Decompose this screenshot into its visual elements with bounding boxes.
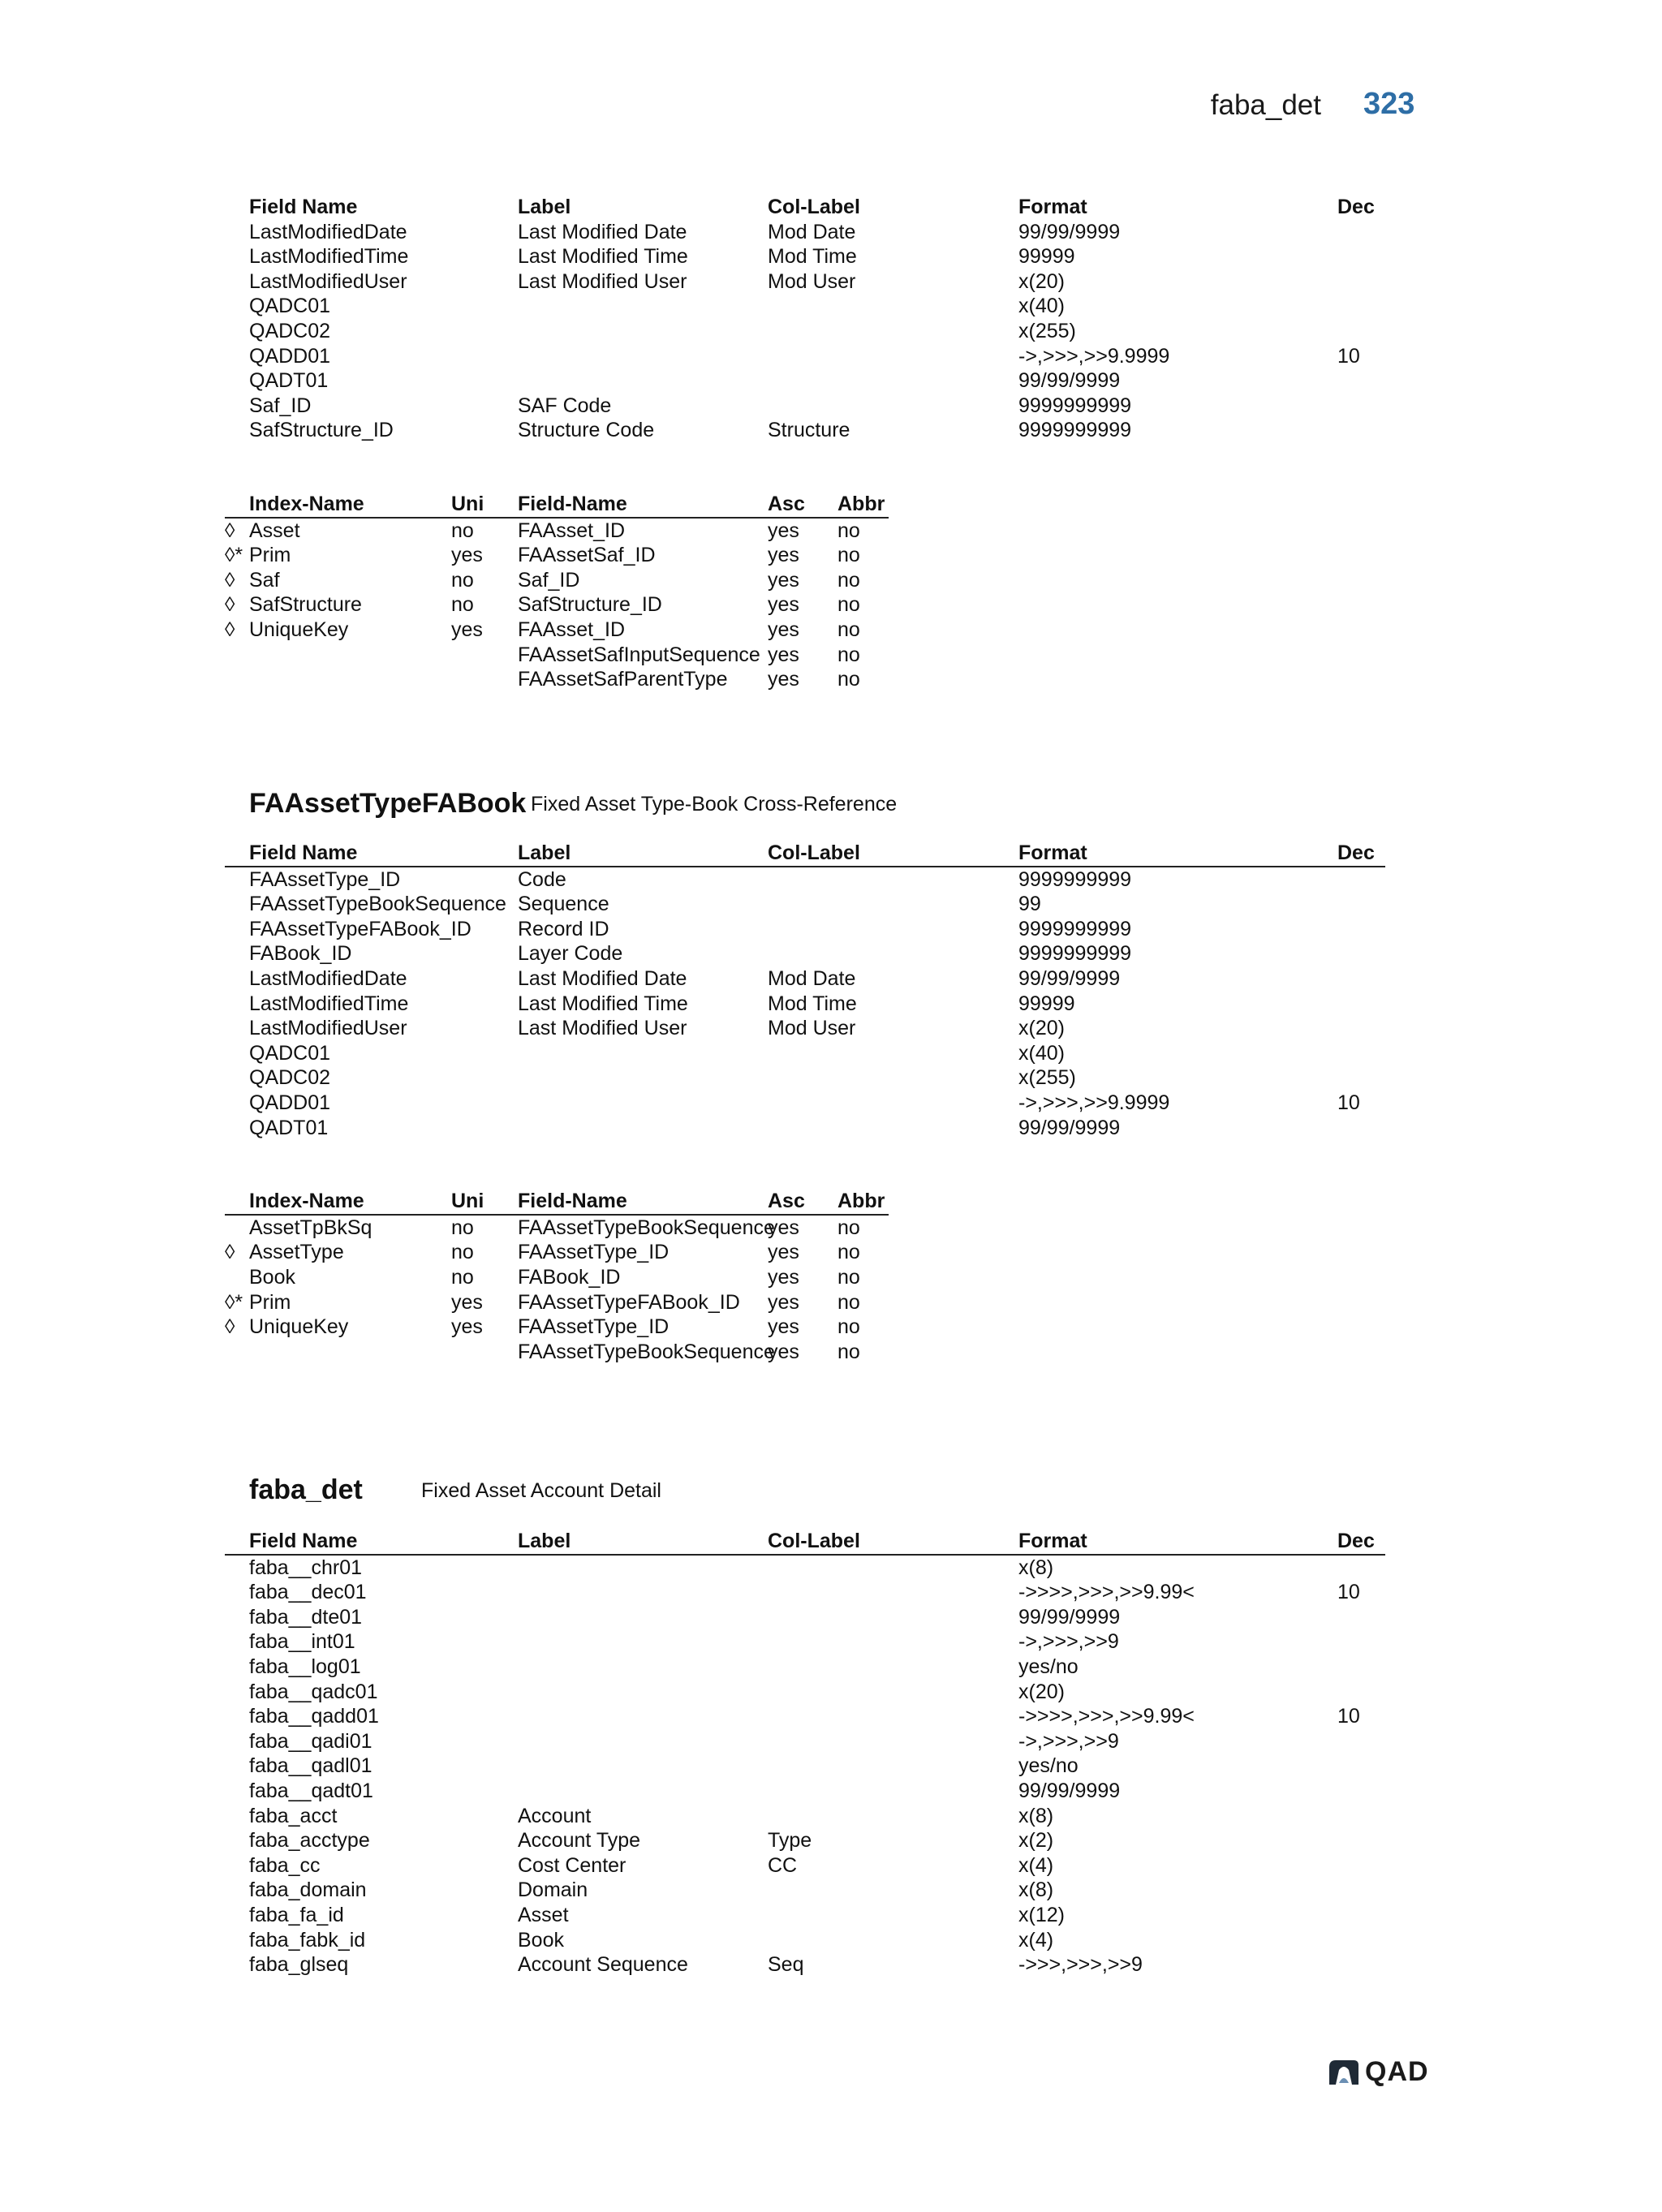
col-format: Format [1018, 1530, 1087, 1552]
field-name-cell: QADC01 [249, 1041, 331, 1065]
abbr-cell: no [837, 1315, 860, 1339]
col-index-field-name: Field-Name [518, 492, 627, 515]
field-name-cell: LastModifiedDate [249, 220, 407, 243]
index-field-name-cell: FAAsset_ID [518, 618, 625, 641]
uni-cell: yes [451, 1315, 483, 1339]
index-marker: ◊ [225, 1315, 235, 1339]
index-field-name-cell: FAAssetTypeFABook_ID [518, 1290, 740, 1314]
format-cell: x(20) [1018, 1017, 1065, 1040]
label-cell: Layer Code [518, 942, 623, 966]
label-cell: Last Modified User [518, 269, 687, 293]
label-cell: Account Type [518, 1829, 641, 1853]
label-cell: Last Modified Time [518, 992, 688, 1015]
index-name-cell: UniqueKey [249, 618, 349, 641]
col-label-cell: Mod Time [768, 992, 857, 1015]
table-row [225, 867, 1385, 893]
table-row [225, 966, 1385, 992]
abbr-cell: no [837, 1290, 860, 1314]
table-description: Fixed Asset Account Detail [421, 1479, 661, 1502]
index-name-cell: AssetType [249, 1241, 344, 1264]
col-label-cell: Mod User [768, 269, 856, 293]
format-cell: yes/no [1018, 1655, 1079, 1678]
field-name-cell: SafStructure_ID [249, 419, 394, 442]
asc-cell: yes [768, 519, 799, 542]
table-row [225, 1754, 1385, 1779]
table-row [225, 1290, 889, 1315]
field-name-cell: faba__qadi01 [249, 1729, 372, 1753]
col-field-name: Field Name [249, 841, 358, 864]
label-cell: Record ID [518, 917, 609, 940]
uni-cell: yes [451, 544, 483, 567]
format-cell: x(4) [1018, 1928, 1054, 1952]
uni-cell: no [451, 568, 474, 592]
section-faassettypefabook [225, 784, 1385, 1364]
label-cell: Last Modified Date [518, 966, 687, 990]
table-row [225, 344, 1385, 369]
field-name-cell: faba_fa_id [249, 1903, 344, 1926]
abbr-cell: no [837, 519, 860, 542]
qad-logo-icon [1328, 2059, 1360, 2086]
index-marker: ◊* [225, 544, 243, 567]
field-table [225, 1529, 1385, 1977]
format-cell: ->,>>>,>>9.9999 [1018, 344, 1170, 368]
col-label-cell: CC [768, 1853, 798, 1877]
table-row [225, 1704, 1385, 1729]
col-label: Label [518, 196, 571, 218]
format-cell: x(2) [1018, 1829, 1054, 1853]
field-name-cell: LastModifiedUser [249, 1017, 407, 1040]
field-name-cell: FAAssetTypeFABook_ID [249, 917, 471, 940]
table-description: Fixed Asset Type-Book Cross-Reference [531, 793, 898, 816]
table-row [225, 1605, 1385, 1630]
uni-cell: yes [451, 618, 483, 641]
index-marker: ◊ [225, 519, 235, 542]
table-row [225, 294, 1385, 319]
field-name-cell: faba_fabk_id [249, 1928, 366, 1952]
col-col-label: Col-Label [768, 841, 860, 864]
running-header-title: faba_det [1210, 89, 1321, 121]
table-row [225, 1680, 1385, 1705]
format-cell: ->>>>,>>>,>>9.99< [1018, 1705, 1195, 1728]
table-row [225, 1878, 1385, 1903]
field-name-cell: FABook_ID [249, 942, 352, 966]
col-dec: Dec [1337, 196, 1375, 218]
table-row [225, 1091, 1385, 1116]
label-cell: Last Modified User [518, 1017, 687, 1040]
table-row [225, 941, 1385, 966]
index-table [225, 1189, 889, 1364]
field-name-cell: LastModifiedTime [249, 992, 409, 1015]
uni-cell: no [451, 519, 474, 542]
index-marker: ◊ [225, 618, 235, 641]
field-name-cell: FAAssetTypeBookSequence [249, 893, 506, 916]
label-cell: Code [518, 867, 566, 891]
col-label: Label [518, 1530, 571, 1552]
index-name-cell: AssetTpBkSq [249, 1216, 372, 1239]
field-name-cell: faba__qadd01 [249, 1705, 379, 1728]
col-label-cell: Mod Date [768, 220, 856, 243]
index-name-cell: Saf [249, 568, 280, 592]
table-row [225, 1828, 1385, 1853]
index-name-cell: SafStructure [249, 593, 362, 617]
format-cell: x(12) [1018, 1903, 1065, 1926]
index-field-name-cell: FAAssetType_ID [518, 1241, 670, 1264]
index-field-name-cell: FAAssetSaf_ID [518, 544, 656, 567]
field-name-cell: faba__qadt01 [249, 1779, 373, 1802]
table-name: FAAssetTypeFABook [249, 788, 527, 819]
format-cell: 99/99/9999 [1018, 220, 1121, 243]
index-table-header [225, 1189, 889, 1216]
format-cell: 9999999999 [1018, 394, 1132, 417]
col-index-name: Index-Name [249, 492, 364, 515]
format-cell: 99 [1018, 893, 1041, 916]
table-row [225, 269, 1385, 295]
table-row [225, 1556, 1385, 1581]
label-cell: Account [518, 1804, 592, 1827]
table-row [225, 1804, 1385, 1829]
table-row [225, 667, 889, 692]
col-abbr: Abbr [837, 1190, 885, 1213]
index-field-name-cell: FAAssetTypeBookSequence [518, 1216, 775, 1239]
field-name-cell: QADC01 [249, 295, 331, 318]
index-field-name-cell: FAAsset_ID [518, 519, 625, 542]
col-asc: Asc [768, 492, 805, 515]
table-row [225, 618, 889, 643]
table-row [225, 1629, 1385, 1655]
field-name-cell: QADD01 [249, 344, 331, 368]
index-marker: ◊ [225, 1241, 235, 1264]
index-name-cell: Book [249, 1265, 295, 1289]
index-field-name-cell: FAAssetSafInputSequence [518, 643, 760, 666]
col-format: Format [1018, 841, 1087, 864]
asc-cell: yes [768, 1290, 799, 1314]
uni-cell: yes [451, 1290, 483, 1314]
format-cell: ->>>,>>>,>>9 [1018, 1953, 1143, 1977]
field-name-cell: QADT01 [249, 369, 329, 393]
col-uni: Uni [451, 492, 484, 515]
format-cell: x(4) [1018, 1853, 1054, 1877]
table-name: faba_det [249, 1474, 363, 1505]
qad-logo [1328, 2056, 1429, 2088]
table-row [225, 992, 1385, 1017]
field-name-cell: QADD01 [249, 1091, 331, 1114]
asc-cell: yes [768, 544, 799, 567]
col-index-field-name: Field-Name [518, 1190, 627, 1213]
table-row [225, 1952, 1385, 1977]
abbr-cell: no [837, 1265, 860, 1289]
table-row [225, 1853, 1385, 1878]
index-field-name-cell: Saf_ID [518, 568, 580, 592]
table-row [225, 1903, 1385, 1928]
col-dec: Dec [1337, 1530, 1375, 1552]
field-name-cell: LastModifiedTime [249, 245, 409, 269]
uni-cell: no [451, 1241, 474, 1264]
field-table-header [225, 1529, 1385, 1556]
abbr-cell: no [837, 643, 860, 666]
col-label: Label [518, 841, 571, 864]
format-cell: ->,>>>,>>9 [1018, 1729, 1119, 1753]
page-number: 323 [1363, 87, 1415, 121]
col-label-cell: Mod Time [768, 245, 857, 269]
asc-cell: yes [768, 1216, 799, 1239]
field-name-cell: FAAssetType_ID [249, 867, 401, 891]
field-name-cell: faba_acctype [249, 1829, 370, 1853]
table-row [225, 220, 1385, 245]
col-label-cell: Mod User [768, 1017, 856, 1040]
format-cell: 99/99/9999 [1018, 1779, 1121, 1802]
table-row [225, 892, 1385, 917]
label-cell: Last Modified Time [518, 245, 688, 269]
format-cell: 99/99/9999 [1018, 1116, 1121, 1139]
index-name-cell: Asset [249, 519, 300, 542]
label-cell: Asset [518, 1903, 569, 1926]
table-row [225, 319, 1385, 344]
label-cell: Sequence [518, 893, 609, 916]
asc-cell: yes [768, 568, 799, 592]
format-cell: 9999999999 [1018, 942, 1132, 966]
format-cell: x(20) [1018, 1680, 1065, 1703]
field-name-cell: faba__dte01 [249, 1605, 363, 1629]
col-label-cell: Seq [768, 1953, 804, 1977]
col-uni: Uni [451, 1190, 484, 1213]
section-continued [225, 195, 1385, 692]
uni-cell: no [451, 593, 474, 617]
table-row [225, 1216, 889, 1241]
table-row [225, 519, 889, 544]
table-row [225, 1580, 1385, 1605]
table-row [225, 1779, 1385, 1804]
asc-cell: yes [768, 1265, 799, 1289]
field-table-header [225, 841, 1385, 867]
format-cell: x(40) [1018, 1041, 1065, 1065]
format-cell: x(255) [1018, 1066, 1076, 1090]
field-name-cell: LastModifiedDate [249, 966, 407, 990]
index-marker: ◊ [225, 593, 235, 617]
col-field-name: Field Name [249, 196, 358, 218]
abbr-cell: no [837, 1241, 860, 1264]
field-name-cell: LastModifiedUser [249, 269, 407, 293]
asc-cell: yes [768, 643, 799, 666]
field-name-cell: Saf_ID [249, 394, 312, 417]
table-row [225, 1340, 889, 1365]
section-title [225, 1470, 1385, 1506]
abbr-cell: no [837, 618, 860, 641]
table-row [225, 1315, 889, 1340]
index-table [225, 492, 889, 692]
field-name-cell: faba__qadc01 [249, 1680, 378, 1703]
index-field-name-cell: FAAssetTypeBookSequence [518, 1340, 775, 1363]
table-row [225, 1655, 1385, 1680]
format-cell: x(40) [1018, 295, 1065, 318]
format-cell: ->>>>,>>>,>>9.99< [1018, 1581, 1195, 1604]
format-cell: 9999999999 [1018, 419, 1132, 442]
format-cell: 99999 [1018, 245, 1075, 269]
field-name-cell: faba_glseq [249, 1953, 349, 1977]
table-row [225, 1065, 1385, 1091]
format-cell: x(8) [1018, 1804, 1054, 1827]
dec-cell: 10 [1337, 344, 1360, 368]
index-field-name-cell: SafStructure_ID [518, 593, 662, 617]
field-name-cell: faba__log01 [249, 1655, 361, 1678]
index-field-name-cell: FAAssetSafParentType [518, 668, 728, 691]
label-cell: Book [518, 1928, 564, 1952]
format-cell: x(8) [1018, 1878, 1054, 1902]
abbr-cell: no [837, 1216, 860, 1239]
index-field-name-cell: FABook_ID [518, 1265, 621, 1289]
abbr-cell: no [837, 593, 860, 617]
index-marker: ◊* [225, 1290, 243, 1314]
asc-cell: yes [768, 593, 799, 617]
field-name-cell: faba_cc [249, 1853, 321, 1877]
index-name-cell: UniqueKey [249, 1315, 349, 1339]
index-marker: ◊ [225, 568, 235, 592]
table-row [225, 1116, 1385, 1141]
asc-cell: yes [768, 1241, 799, 1264]
format-cell: 9999999999 [1018, 867, 1132, 891]
index-name-cell: Prim [249, 544, 291, 567]
format-cell: 99999 [1018, 992, 1075, 1015]
index-table-header [225, 492, 889, 519]
format-cell: x(255) [1018, 319, 1076, 342]
field-table [225, 841, 1385, 1140]
format-cell: 99/99/9999 [1018, 1605, 1121, 1629]
col-label-cell: Type [768, 1829, 812, 1853]
qad-logo-text: QAD [1365, 2056, 1429, 2087]
format-cell: yes/no [1018, 1754, 1079, 1778]
table-row [225, 1041, 1385, 1066]
field-name-cell: faba__int01 [249, 1630, 355, 1654]
table-row [225, 1265, 889, 1290]
col-label-cell: Mod Date [768, 966, 856, 990]
col-format: Format [1018, 196, 1087, 218]
label-cell: Structure Code [518, 419, 655, 442]
label-cell: Cost Center [518, 1853, 626, 1877]
label-cell: Domain [518, 1878, 588, 1902]
col-asc: Asc [768, 1190, 805, 1213]
label-cell: Last Modified Date [518, 220, 687, 243]
col-field-name: Field Name [249, 1530, 358, 1552]
format-cell: x(20) [1018, 269, 1065, 293]
table-row [225, 568, 889, 593]
section-faba-det [225, 1470, 1385, 1977]
index-field-name-cell: FAAssetType_ID [518, 1315, 670, 1339]
table-row [225, 244, 1385, 269]
uni-cell: no [451, 1216, 474, 1239]
table-row [225, 394, 1385, 419]
col-dec: Dec [1337, 841, 1375, 864]
table-row [225, 543, 889, 568]
col-col-label: Col-Label [768, 196, 860, 218]
asc-cell: yes [768, 618, 799, 641]
format-cell: 99/99/9999 [1018, 369, 1121, 393]
abbr-cell: no [837, 1340, 860, 1363]
dec-cell: 10 [1337, 1705, 1360, 1728]
section-title [225, 784, 1385, 820]
table-row [225, 1016, 1385, 1041]
dec-cell: 10 [1337, 1091, 1360, 1114]
table-row [225, 592, 889, 618]
col-label-cell: Structure [768, 419, 850, 442]
table-row [225, 1928, 1385, 1953]
field-table-header [225, 195, 1385, 220]
asc-cell: yes [768, 1315, 799, 1339]
table-row [225, 368, 1385, 394]
format-cell: ->,>>>,>>9 [1018, 1630, 1119, 1654]
field-name-cell: faba_domain [249, 1878, 367, 1902]
table-row [225, 418, 1385, 443]
col-col-label: Col-Label [768, 1530, 860, 1552]
format-cell: 99/99/9999 [1018, 966, 1121, 990]
field-name-cell: QADC02 [249, 1066, 331, 1090]
asc-cell: yes [768, 668, 799, 691]
field-name-cell: faba__qadl01 [249, 1754, 372, 1778]
table-row [225, 1729, 1385, 1754]
field-name-cell: faba__dec01 [249, 1581, 367, 1604]
label-cell: Account Sequence [518, 1953, 688, 1977]
field-table [225, 195, 1385, 443]
abbr-cell: no [837, 668, 860, 691]
format-cell: 9999999999 [1018, 917, 1132, 940]
label-cell: SAF Code [518, 394, 612, 417]
table-row [225, 643, 889, 668]
dec-cell: 10 [1337, 1581, 1360, 1604]
format-cell: x(8) [1018, 1556, 1054, 1579]
uni-cell: no [451, 1265, 474, 1289]
field-name-cell: QADT01 [249, 1116, 329, 1139]
index-name-cell: Prim [249, 1290, 291, 1314]
field-name-cell: QADC02 [249, 319, 331, 342]
format-cell: ->,>>>,>>9.9999 [1018, 1091, 1170, 1114]
field-name-cell: faba_acct [249, 1804, 338, 1827]
abbr-cell: no [837, 568, 860, 592]
table-row [225, 1240, 889, 1265]
table-row [225, 917, 1385, 942]
abbr-cell: no [837, 544, 860, 567]
asc-cell: yes [768, 1340, 799, 1363]
col-abbr: Abbr [837, 492, 885, 515]
field-name-cell: faba__chr01 [249, 1556, 363, 1579]
col-index-name: Index-Name [249, 1190, 364, 1213]
